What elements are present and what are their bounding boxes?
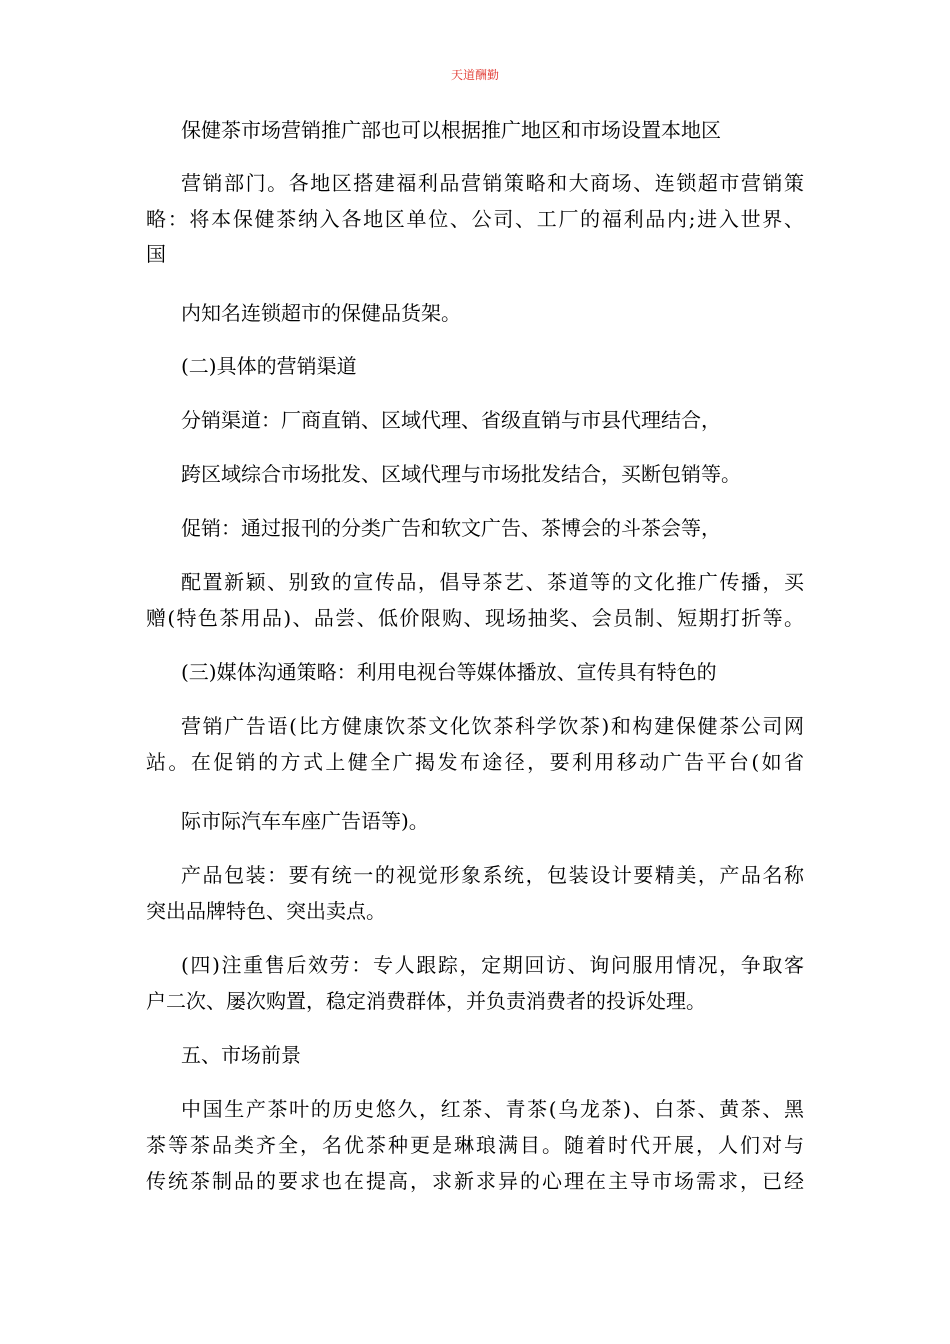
text-line: 略：将本保健茶纳入各地区单位、公司、工厂的福利品内;进入世界、 <box>146 207 804 231</box>
text-line: 站。在促销的方式上健全广揭发布途径，要利用移动广告平台(如省 <box>146 750 804 774</box>
text-line: 中国生产茶叶的历史悠久，红茶、青茶(乌龙茶)、白茶、黄茶、黑 <box>181 1097 804 1121</box>
text-line: 内知名连锁超市的保健品货架。 <box>181 301 461 325</box>
header-watermark: 天道酬勤 <box>450 68 499 82</box>
text-line: 产品包装：要有统一的视觉形象系统，包装设计要精美，产品名称 <box>181 863 804 887</box>
section-heading: (二)具体的营销渠道 <box>181 354 357 378</box>
text-line: 分销渠道：厂商直销、区域代理、省级直销与市县代理结合， <box>181 408 721 432</box>
text-line: 际市际汽车车座广告语等)。 <box>181 809 429 833</box>
section-heading: 五、市场前景 <box>181 1043 301 1067</box>
text-line: 突出品牌特色、突出卖点。 <box>146 899 386 923</box>
section-heading: (四)注重售后效劳：专人跟踪，定期回访、询问服用情况，争取客 <box>181 953 804 977</box>
section-heading: (三)媒体沟通策略：利用电视台等媒体播放、宣传具有特色的 <box>181 660 717 684</box>
text-line: 营销部门。各地区搭建福利品营销策略和大商场、连锁超市营销策 <box>181 171 804 195</box>
text-line: 配置新颖、别致的宣传品，倡导茶艺、茶道等的文化推广传播，买 <box>181 570 804 594</box>
text-line: 保健茶市场营销推广部也可以根据推广地区和市场设置本地区 <box>181 118 721 142</box>
text-line: 跨区域综合市场批发、区域代理与市场批发结合，买断包销等。 <box>181 462 741 486</box>
text-line: 促销：通过报刊的分类广告和软文广告、茶博会的斗茶会等， <box>181 516 721 540</box>
text-line: 国 <box>146 242 166 266</box>
text-line: 传统茶制品的要求也在提高，求新求异的心理在主导市场需求，已经 <box>146 1169 804 1193</box>
text-line: 茶等茶品类齐全，名优茶种更是琳琅满目。随着时代开展，人们对与 <box>146 1133 804 1157</box>
text-line: 户二次、屡次购置，稳定消费群体，并负责消费者的投诉处理。 <box>146 989 706 1013</box>
text-line: 赠(特色茶用品)、品尝、低价限购、现场抽奖、会员制、短期打折等。 <box>146 606 804 630</box>
text-line: 营销广告语(比方健康饮茶文化饮茶科学饮茶)和构建保健茶公司网 <box>181 714 804 738</box>
